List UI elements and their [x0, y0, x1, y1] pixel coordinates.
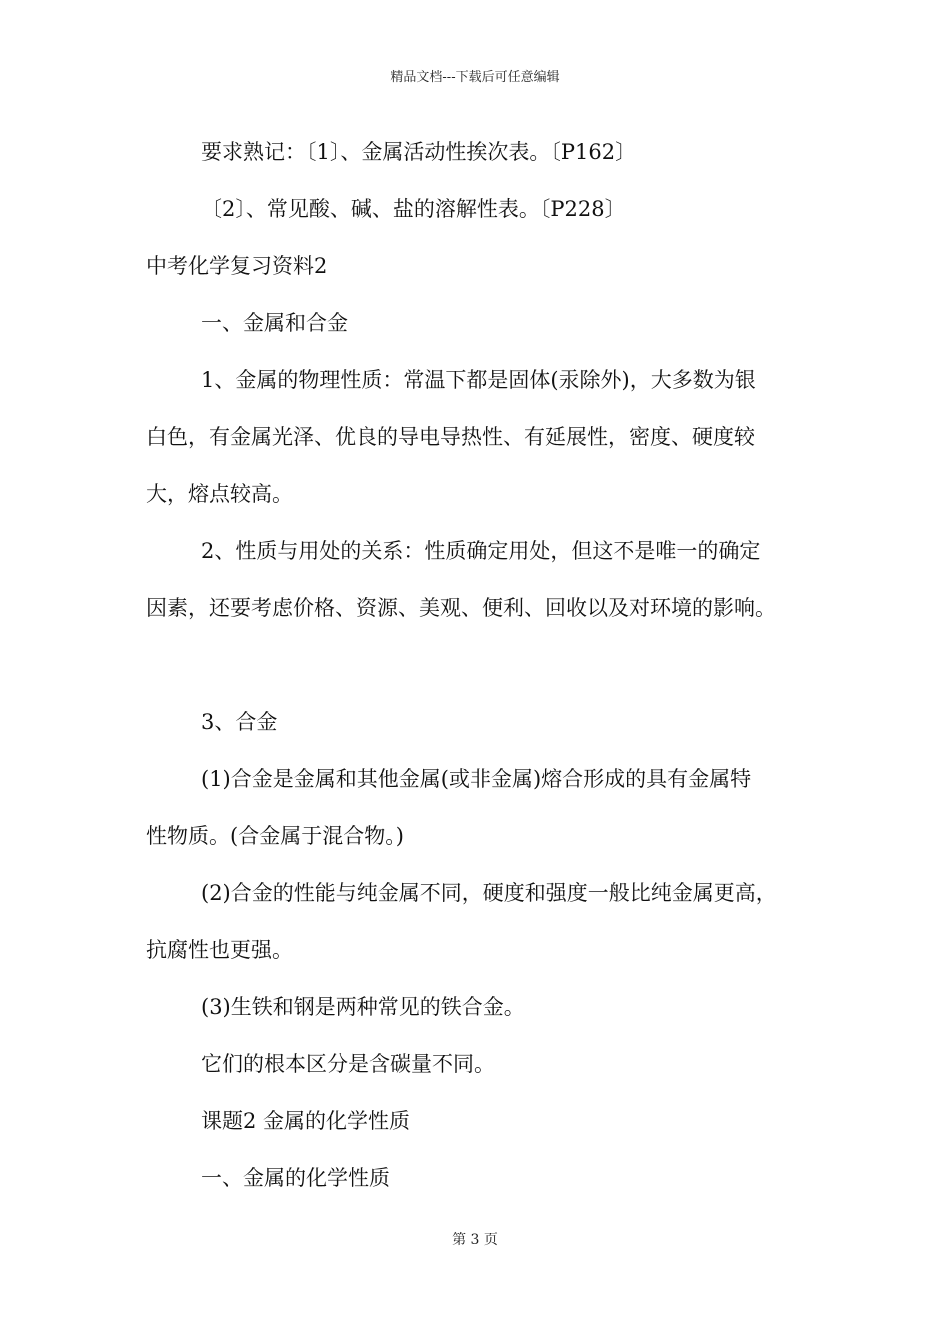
page-header: 精品文档---下载后可任意编辑: [390, 70, 560, 85]
body-line-11: (1)合金是金属和其他金属(或非金属)熔合形成的具有金属特: [201, 767, 752, 791]
heading-metals-alloys: 一、金属和合金: [201, 311, 348, 335]
heading-lesson-2: 课题2 金属的化学性质: [201, 1109, 411, 1133]
body-line-13: (2)合金的性能与纯金属不同，硬度和强度一般比纯金属更高，: [201, 881, 777, 905]
body-line-1: 要求熟记：〔1〕、金属活动性挨次表。〔P162〕: [201, 140, 637, 164]
heading-alloy: 3、合金: [201, 710, 278, 734]
body-line-15: (3)生铁和钢是两种常见的铁合金。: [201, 995, 525, 1019]
body-line-16: 它们的根本区分是含碳量不同。: [201, 1052, 495, 1076]
body-line-2: 〔2〕、常见酸、碱、盐的溶解性表。〔P228〕: [201, 197, 626, 221]
heading-chemical-properties: 一、金属的化学性质: [201, 1166, 390, 1190]
body-line-7: 大，熔点较高。: [146, 482, 293, 506]
page-number: 第 3 页: [452, 1232, 498, 1248]
body-line-14: 抗腐性也更强。: [146, 938, 293, 962]
body-line-8: 2、性质与用处的关系：性质确定用处，但这不是唯一的确定: [201, 539, 761, 563]
body-line-6: 白色，有金属光泽、优良的导电导热性、有延展性，密度、硬度较: [146, 425, 755, 449]
body-line-12: 性物质。(合金属于混合物。): [146, 824, 404, 848]
body-line-9: 因素，还要考虑价格、资源、美观、便利、回收以及对环境的影响。: [146, 596, 776, 620]
body-line-5: 1、金属的物理性质：常温下都是固体(汞除外)，大多数为银: [201, 368, 756, 392]
section-title: 中考化学复习资料2: [146, 254, 328, 278]
